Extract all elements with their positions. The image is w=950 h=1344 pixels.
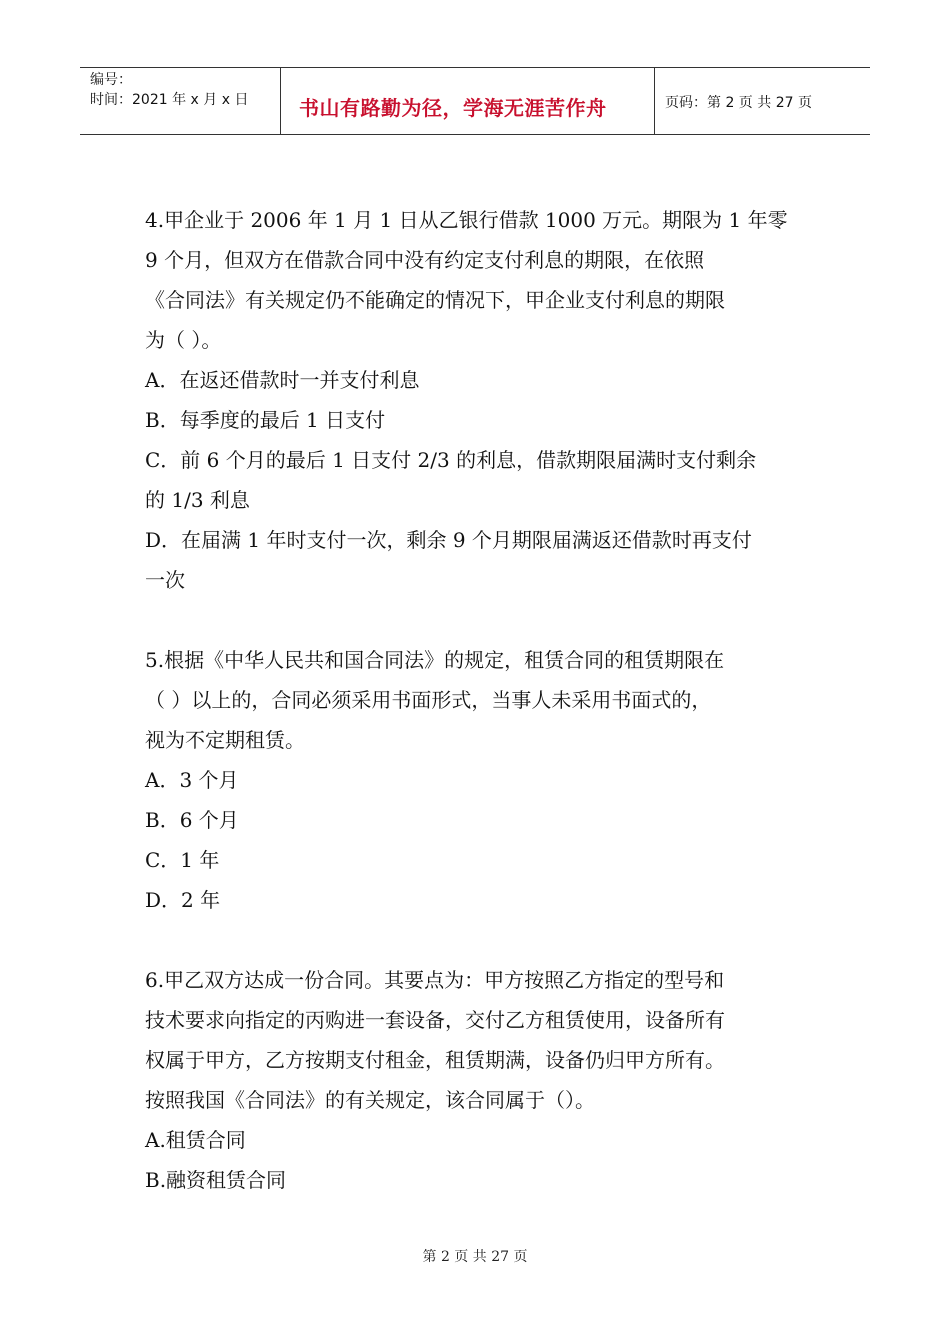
question-stem-line: 技术要求向指定的丙购进一套设备，交付乙方租赁使用，设备所有 — [145, 1008, 725, 1032]
header-page-info: 页码：第 2 页 共 27 页 — [665, 95, 812, 111]
date-line: 时间：2021 年 x 月 x 日 — [90, 92, 249, 108]
document-header — [80, 67, 870, 135]
question-stem-line: 4.甲企业于 2006 年 1 月 1 日从乙银行借款 1000 万元。期限为 1 年零 — [145, 208, 788, 232]
question-4 — [145, 200, 825, 600]
question-stem-line: 权属于甲方，乙方按期支付租金，租赁期满，设备仍归甲方所有。 — [145, 1048, 725, 1072]
option-b: B．每季度的最后 1 日支付 — [145, 408, 386, 432]
option-a: A．3 个月 — [145, 768, 239, 792]
option-d: D．在届满 1 年时支付一次，剩余 9 个月期限届满返还借款时再支付 — [145, 528, 752, 552]
option-d-continued: 一次 — [145, 568, 185, 592]
question-stem-line: 《合同法》有关规定仍不能确定的情况下，甲企业支付利息的期限 — [145, 288, 725, 312]
option-c: C．前 6 个月的最后 1 日支付 2/3 的利息，借款期限届满时支付剩余 — [145, 448, 757, 472]
option-b: B.融资租赁合同 — [145, 1168, 287, 1192]
question-stem-line: 视为不定期租赁。 — [145, 728, 305, 752]
question-6 — [145, 960, 825, 1200]
page-footer: 第 2 页 共 27 页 — [422, 1249, 528, 1265]
question-stem-line: 5.根据《中华人民共和国合同法》的规定，租赁合同的租赁期限在 — [145, 648, 725, 672]
option-d: D．2 年 — [145, 888, 221, 912]
code-label: 编号： — [90, 72, 132, 88]
option-c: C．1 年 — [145, 848, 220, 872]
option-c-continued: 的 1/3 利息 — [145, 488, 250, 512]
option-a: A.租赁合同 — [145, 1128, 246, 1152]
question-stem-line: 9 个月，但双方在借款合同中没有约定支付利息的期限，在依照 — [145, 248, 705, 272]
question-stem-line: （ ）以上的，合同必须采用书面形式，当事人未采用书面式的， — [145, 688, 712, 712]
question-stem-line: 按照我国《合同法》的有关规定，该合同属于（）。 — [145, 1088, 595, 1112]
question-5 — [145, 640, 825, 920]
question-list — [145, 200, 825, 1200]
option-b: B．6 个月 — [145, 808, 239, 832]
question-stem-line: 6.甲乙双方达成一份合同。其要点为：甲方按照乙方指定的型号和 — [145, 968, 725, 992]
option-a: A．在返还借款时一并支付利息 — [145, 368, 420, 392]
question-stem-line: 为（ ）。 — [145, 328, 222, 352]
header-motto: 书山有路勤为径，学海无涯苦作舟 — [281, 68, 655, 134]
header-meta — [80, 68, 281, 134]
